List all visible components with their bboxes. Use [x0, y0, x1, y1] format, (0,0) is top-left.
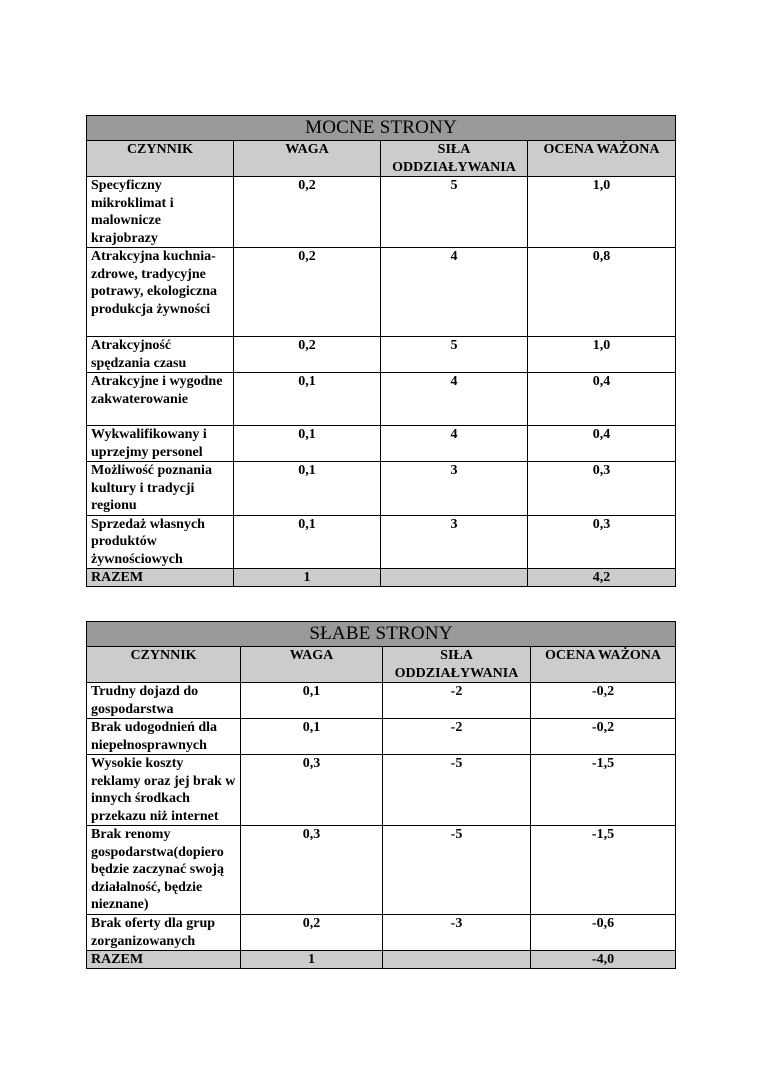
- impact-cell: 4: [381, 426, 528, 462]
- table-row: [87, 426, 676, 462]
- score-cell: 0,4: [528, 373, 676, 426]
- weight-cell: 0,3: [241, 826, 383, 915]
- factor-cell: Możliwość poznania kultury i tradycji regionu: [87, 462, 234, 516]
- weaknesses-table: [86, 621, 676, 969]
- column-header-factor: CZYNNIK: [87, 141, 234, 177]
- factor-cell: Wysokie koszty reklamy oraz jej brak w innych środkach przekazu niż internet: [87, 755, 241, 826]
- table-row: [87, 826, 676, 915]
- weight-cell: 0,1: [241, 683, 383, 719]
- strengths-title: MOCNE STRONY: [87, 116, 676, 141]
- factor-cell: Trudny dojazd do gospodarstwa: [87, 683, 241, 719]
- column-header-factor: CZYNNIK: [87, 647, 241, 683]
- score-cell: -0,6: [531, 915, 676, 951]
- impact-cell: -2: [383, 719, 531, 755]
- total-score: 4,2: [528, 569, 676, 587]
- score-cell: 0,8: [528, 248, 676, 337]
- impact-cell: -3: [383, 915, 531, 951]
- total-impact: [383, 951, 531, 969]
- score-cell: 0,3: [528, 515, 676, 569]
- total-label: RAZEM: [87, 951, 241, 969]
- total-weight: 1: [241, 951, 383, 969]
- factor-cell: Brak renomy gospodarstwa(dopiero będzie zaczynać swoją działalność, będzie nieznane): [87, 826, 241, 915]
- impact-cell: 4: [381, 248, 528, 337]
- score-cell: -0,2: [531, 683, 676, 719]
- impact-cell: 5: [381, 337, 528, 373]
- score-cell: -1,5: [531, 755, 676, 826]
- weight-cell: 0,1: [241, 719, 383, 755]
- total-row: [87, 951, 676, 969]
- total-row: [87, 569, 676, 587]
- weaknesses-title: SŁABE STRONY: [87, 622, 676, 647]
- score-cell: -0,2: [531, 719, 676, 755]
- weight-cell: 0,1: [234, 373, 381, 426]
- weight-cell: 0,1: [234, 462, 381, 516]
- score-cell: 1,0: [528, 177, 676, 248]
- score-cell: 0,4: [528, 426, 676, 462]
- factor-cell: Sprzedaż własnych produktów żywnościowych: [87, 515, 234, 569]
- weight-cell: 0,2: [234, 248, 381, 337]
- table-row: [87, 515, 676, 569]
- table-row: [87, 373, 676, 426]
- column-header-score: OCENA WAŻONA: [531, 647, 676, 683]
- score-cell: 0,3: [528, 462, 676, 516]
- weight-cell: 0,3: [241, 755, 383, 826]
- table-row: [87, 177, 676, 248]
- impact-cell: -5: [383, 826, 531, 915]
- factor-cell: Atrakcyjna kuchnia-zdrowe, tradycyjne potrawy, ekologiczna produkcja żywności: [87, 248, 234, 337]
- factor-cell: Specyficzny mikroklimat i malownicze krajobrazy: [87, 177, 234, 248]
- table-row: [87, 462, 676, 516]
- column-header-impact: SIŁA ODDZIAŁYWANIA: [381, 141, 528, 177]
- table-row: [87, 719, 676, 755]
- impact-cell: -2: [383, 683, 531, 719]
- column-header-score: OCENA WAŻONA: [528, 141, 676, 177]
- weight-cell: 0,2: [241, 915, 383, 951]
- impact-cell: 3: [381, 515, 528, 569]
- table-row: [87, 755, 676, 826]
- factor-cell: Atrakcyjne i wygodne zakwaterowanie: [87, 373, 234, 426]
- table-row: [87, 683, 676, 719]
- impact-cell: -5: [383, 755, 531, 826]
- impact-cell: 3: [381, 462, 528, 516]
- score-cell: -1,5: [531, 826, 676, 915]
- factor-cell: Atrakcyjność spędzania czasu: [87, 337, 234, 373]
- weight-cell: 0,2: [234, 177, 381, 248]
- total-weight: 1: [234, 569, 381, 587]
- factor-cell: Brak oferty dla grup zorganizowanych: [87, 915, 241, 951]
- column-header-impact: SIŁA ODDZIAŁYWANIA: [383, 647, 531, 683]
- impact-cell: 5: [381, 177, 528, 248]
- weight-cell: 0,1: [234, 515, 381, 569]
- total-score: -4,0: [531, 951, 676, 969]
- table-row: [87, 337, 676, 373]
- impact-cell: 4: [381, 373, 528, 426]
- column-header-weight: WAGA: [241, 647, 383, 683]
- score-cell: 1,0: [528, 337, 676, 373]
- strengths-table: [86, 115, 676, 587]
- table-row: [87, 248, 676, 337]
- factor-cell: Wykwalifikowany i uprzejmy personel: [87, 426, 234, 462]
- weight-cell: 0,2: [234, 337, 381, 373]
- total-impact: [381, 569, 528, 587]
- table-row: [87, 915, 676, 951]
- column-header-weight: WAGA: [234, 141, 381, 177]
- total-label: RAZEM: [87, 569, 234, 587]
- factor-cell: Brak udogodnień dla niepełnosprawnych: [87, 719, 241, 755]
- weight-cell: 0,1: [234, 426, 381, 462]
